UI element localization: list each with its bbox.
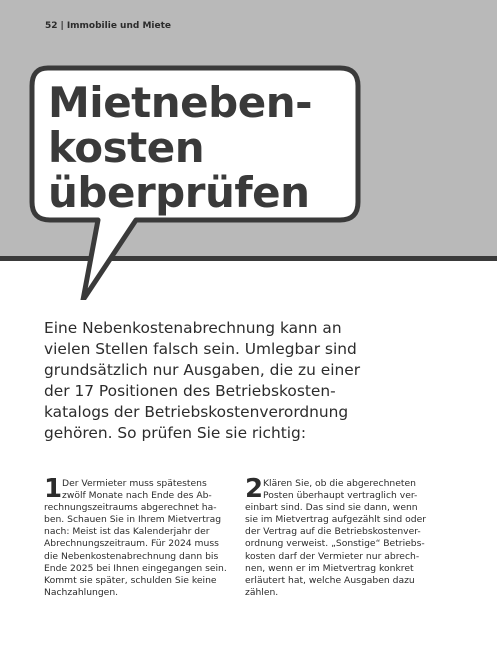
intro-line: grundsätzlich nur Ausgaben, die zu einer: [44, 361, 361, 379]
intro-line: vielen Stellen falsch sein. Umlegbar sind: [44, 340, 357, 358]
step-line: Klären Sie, ob die abgerechneten: [263, 478, 416, 489]
intro-line: gehören. So prüfen Sie sie richtig:: [44, 424, 307, 442]
step-line: zwölf Monate nach Ende des Ab-: [62, 490, 212, 502]
step-line: die Nebenkostenabrechnung dann bis: [44, 550, 219, 562]
step-line: Der Vermieter muss spätestens: [62, 478, 207, 489]
step-line: erläutert hat, welche Ausgaben dazu: [245, 574, 415, 586]
step-line: rechnungszeitraums abgerechnet ha-: [44, 502, 217, 514]
step-line: Posten überhaupt vertraglich ver-: [263, 490, 418, 502]
step-line: Nachzahlungen.: [44, 586, 119, 598]
running-head-separator: |: [60, 21, 64, 31]
step-line: einbart sind. Das sind sie dann, wenn: [245, 502, 418, 514]
step-text: [44, 474, 244, 599]
step-number: 2: [245, 474, 264, 504]
step-1: [44, 474, 244, 599]
step-line: ordnung verweist. „Sonstige“ Betriebs-: [245, 538, 425, 550]
intro-line: katalogs der Betriebskostenverordnung: [44, 403, 349, 421]
step-line: Ende 2025 bei Ihnen eingegangen sein.: [44, 562, 227, 574]
headline-line: Mietneben-: [48, 78, 313, 127]
step-line: Kommt sie später, schulden Sie keine: [44, 574, 217, 586]
step-number: 1: [44, 474, 63, 504]
step-line: ben. Schauen Sie in Ihrem Mietvertrag: [44, 514, 222, 526]
step-text: [245, 474, 445, 599]
intro-line: Eine Nebenkostenabrechnung kann an: [44, 319, 342, 337]
intro-line: der 17 Positionen des Betriebskosten-: [44, 382, 336, 400]
step-line: nach: Meist ist das Kalenderjahr der: [44, 526, 210, 538]
step-line: der Vertrag auf die Betriebskostenver-: [245, 526, 421, 538]
step-line: Abrechnungszeitraum. Für 2024 muss: [44, 538, 219, 550]
headline: [48, 80, 348, 215]
step-line: zählen.: [245, 586, 279, 598]
page-number: 52: [45, 21, 58, 31]
step-line: kosten darf der Vermieter nur abrech-: [245, 550, 420, 562]
headline-line: überprüfen: [48, 168, 310, 217]
step-line: sie im Mietvertrag aufgezählt sind oder: [245, 514, 427, 526]
headline-line: kosten: [48, 123, 205, 172]
intro-paragraph: [44, 318, 404, 444]
step-2: [245, 474, 445, 599]
section-title: Immobilie und Miete: [66, 21, 171, 31]
step-line: nen, wenn er im Mietvertrag konkret: [245, 562, 414, 574]
